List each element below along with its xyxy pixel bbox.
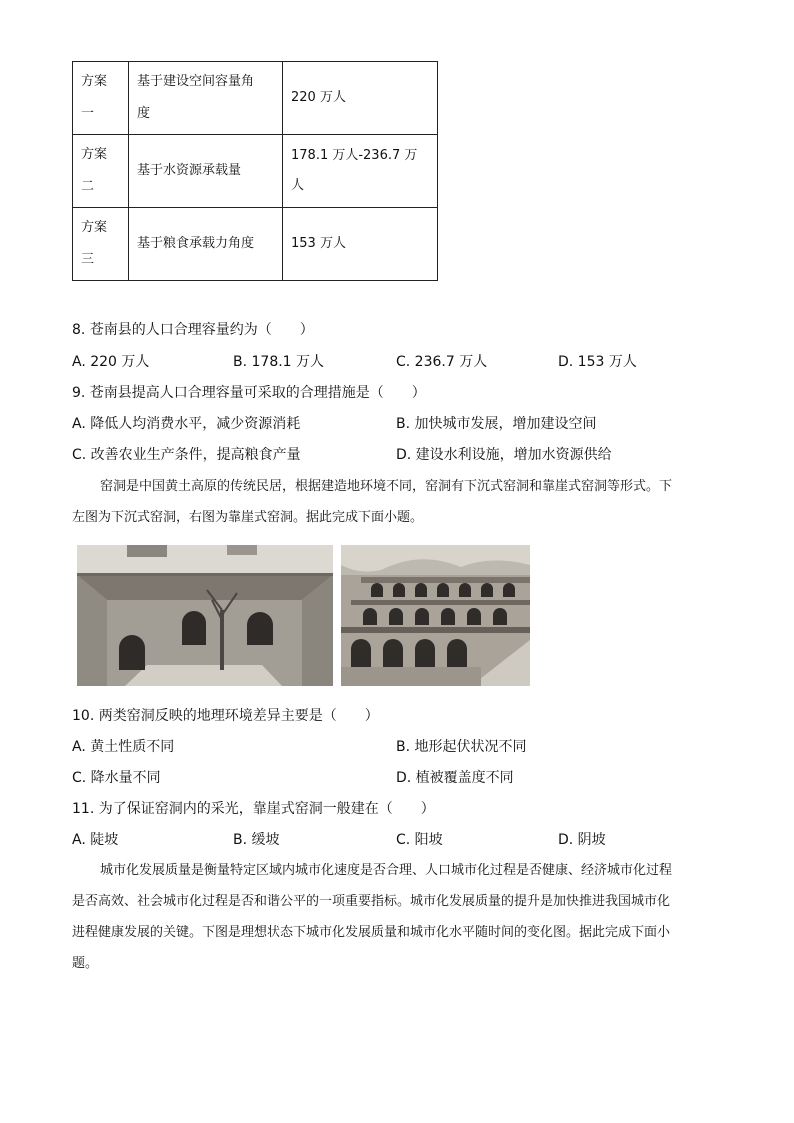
plans-table	[72, 61, 438, 281]
q11-option-d[interactable]: D. 阴坡	[558, 832, 606, 848]
passage-line: 是否高效、社会城市化过程是否和谐公平的一项重要指标。城市化发展质量的提升是加快推进我国城市化	[72, 894, 671, 909]
basis-cell: 基于粮食承载力角度	[129, 208, 283, 281]
passage-urbanization	[72, 855, 724, 979]
q10-option-c[interactable]: C. 降水量不同	[72, 770, 161, 786]
question-8-stem: 8. 苍南县的人口合理容量约为（ ）	[72, 322, 314, 338]
q10-option-a[interactable]: A. 黄土性质不同	[72, 739, 175, 755]
question-11-stem: 11. 为了保证窑洞内的采光，靠崖式窑洞一般建在（ ）	[72, 801, 435, 817]
passage-cave-dwellings	[72, 471, 724, 533]
q8-option-a[interactable]: A. 220 万人	[72, 354, 150, 370]
question-9-stem: 9. 苍南县提高人口合理容量可采取的合理措施是（ ）	[72, 385, 426, 401]
q8-option-c[interactable]: C. 236.7 万人	[396, 354, 488, 370]
q10-option-d[interactable]: D. 植被覆盖度不同	[396, 770, 514, 786]
q8-option-d[interactable]: D. 153 万人	[558, 354, 637, 370]
plan-cell: 方案 一	[73, 62, 129, 135]
question-10-stem: 10. 两类窑洞反映的地理环境差异主要是（ ）	[72, 708, 379, 724]
plan-cell: 方案 三	[73, 208, 129, 281]
table-row	[73, 208, 438, 281]
q9-option-d[interactable]: D. 建设水利设施，增加水资源供给	[396, 447, 612, 463]
q8-option-b[interactable]: B. 178.1 万人	[233, 354, 325, 370]
value-cell: 178.1 万人-236.7 万 人	[283, 135, 438, 208]
q9-option-c[interactable]: C. 改善农业生产条件，提高粮食产量	[72, 447, 301, 463]
q9-option-b[interactable]: B. 加快城市发展，增加建设空间	[396, 416, 597, 432]
passage-line: 城市化发展质量是衡量特定区域内城市化速度是否合理、人口城市化过程是否健康、经济城市化过程	[100, 863, 673, 878]
q11-option-c[interactable]: C. 阳坡	[396, 832, 443, 848]
q9-option-a[interactable]: A. 降低人均消费水平，减少资源消耗	[72, 416, 301, 432]
passage-line: 题。	[72, 956, 99, 971]
q11-option-b[interactable]: B. 缓坡	[233, 832, 280, 848]
q11-option-a[interactable]: A. 陡坡	[72, 832, 119, 848]
value-cell: 153 万人	[283, 208, 438, 281]
value-cell: 220 万人	[283, 62, 438, 135]
passage-line: 窑洞是中国黄土高原的传统民居，根据建造地环境不同，窑洞有下沉式窑洞和靠崖式窑洞等形式。下	[100, 479, 673, 494]
sunken-cave-photo	[77, 545, 333, 686]
plan-cell: 方案 二	[73, 135, 129, 208]
passage-line: 进程健康发展的关键。下图是理想状态下城市化发展质量和城市化水平随时间的变化图。据此完成下面小	[72, 925, 671, 940]
cliff-cave-photo	[341, 545, 530, 686]
table-row	[73, 135, 438, 208]
basis-cell: 基于建设空间容量角 度	[129, 62, 283, 135]
table-row	[73, 62, 438, 135]
passage-line: 左图为下沉式窑洞，右图为靠崖式窑洞。据此完成下面小题。	[72, 510, 424, 525]
basis-cell: 基于水资源承载量	[129, 135, 283, 208]
q10-option-b[interactable]: B. 地形起伏状况不同	[396, 739, 527, 755]
